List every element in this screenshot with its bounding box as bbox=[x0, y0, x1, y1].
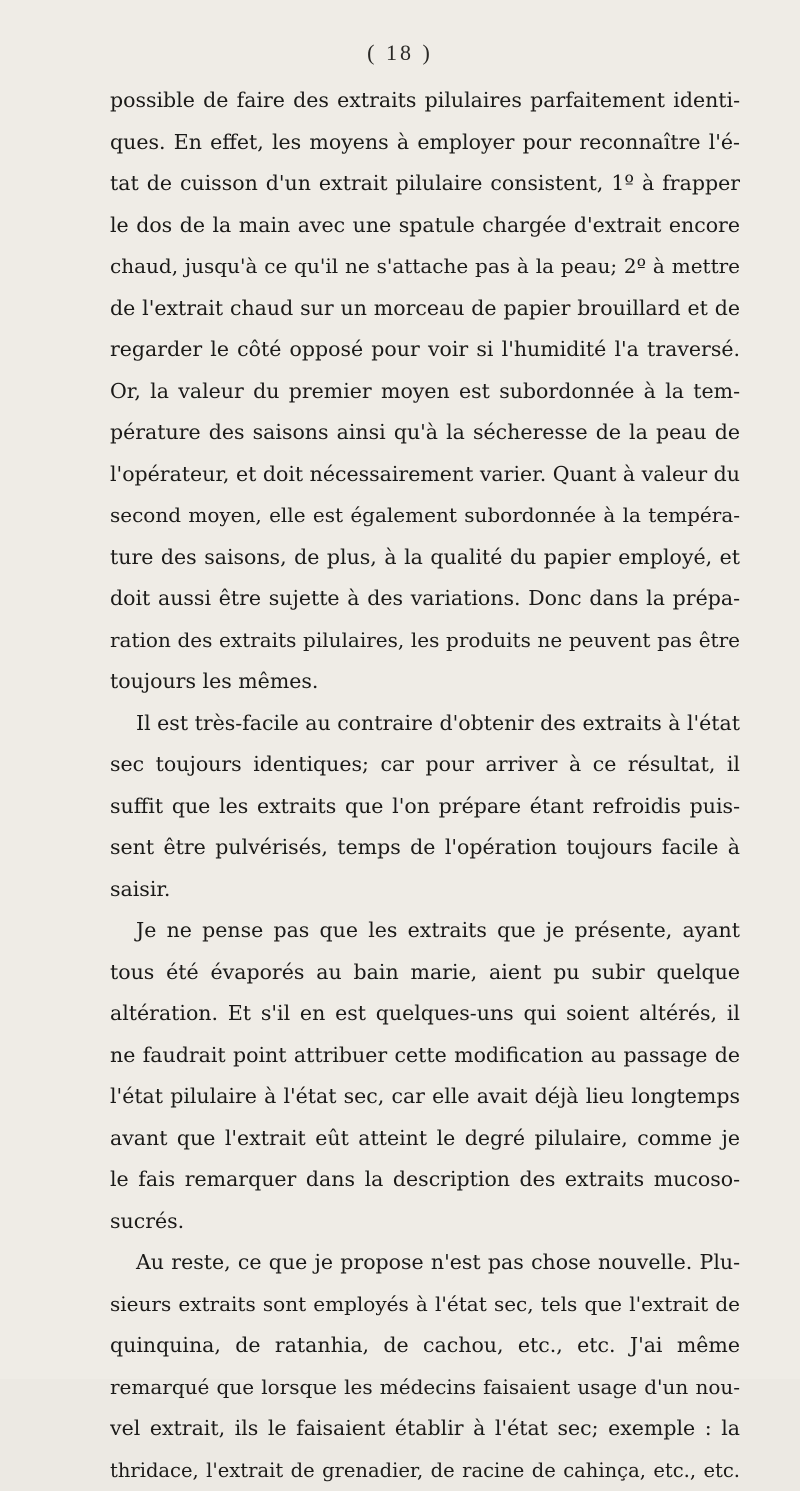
text-line: Il est très-facile au contraire d'obtenir des extraits à l'état bbox=[110, 703, 740, 745]
text-line: ques. En effet, les moyens à employer pour reconnaître l'é- bbox=[110, 122, 740, 164]
text-line: possible de faire des extraits pilulaires parfaitement identi- bbox=[110, 80, 740, 122]
text-line: suffit que les extraits que l'on prépare étant refroidis puis- bbox=[110, 786, 740, 828]
text-line: Au reste, ce que je propose n'est pas chose nouvelle. Plu- bbox=[110, 1242, 740, 1284]
text-line: sent être pulvérisés, temps de l'opération toujours facile à bbox=[110, 827, 740, 869]
text-line: sec toujours identiques; car pour arriver à ce résultat, il bbox=[110, 744, 740, 786]
body-text bbox=[110, 80, 740, 1491]
text-line: de l'extrait chaud sur un morceau de papier brouillard et de bbox=[110, 288, 740, 330]
text-line: doit aussi être sujette à des variations. Donc dans la prépa- bbox=[110, 578, 740, 620]
page-number: ( 18 ) bbox=[0, 40, 800, 66]
text-line: ture des saisons, de plus, à la qualité du papier employé, et bbox=[110, 537, 740, 579]
text-line: ration des extraits pilulaires, les produits ne peuvent pas être bbox=[110, 620, 740, 662]
text-line: toujours les mêmes. bbox=[110, 661, 740, 703]
text-line: second moyen, elle est également subordonnée à la tempéra- bbox=[110, 495, 740, 537]
text-line: tous été évaporés au bain marie, aient pu subir quelque bbox=[110, 952, 740, 994]
text-line: le dos de la main avec une spatule chargée d'extrait encore bbox=[110, 205, 740, 247]
text-line: vel extrait, ils le faisaient établir à l'état sec; exemple : la bbox=[110, 1408, 740, 1450]
text-line: ne faudrait point attribuer cette modification au passage de bbox=[110, 1035, 740, 1077]
text-line: saisir. bbox=[110, 869, 740, 911]
text-line: Je ne pense pas que les extraits que je présente, ayant bbox=[110, 910, 740, 952]
text-line: tat de cuisson d'un extrait pilulaire consistent, 1º à frapper bbox=[110, 163, 740, 205]
text-line: sucrés. bbox=[110, 1201, 740, 1243]
text-line: pérature des saisons ainsi qu'à la sécheresse de la peau de bbox=[110, 412, 740, 454]
text-line: quinquina, de ratanhia, de cachou, etc., etc. J'ai même bbox=[110, 1325, 740, 1367]
text-line: regarder le côté opposé pour voir si l'humidité l'a traversé. bbox=[110, 329, 740, 371]
text-line: chaud, jusqu'à ce qu'il ne s'attache pas à la peau; 2º à mettre bbox=[110, 246, 740, 288]
text-line: Or, la valeur du premier moyen est subordonnée à la tem- bbox=[110, 371, 740, 413]
text-line: remarqué que lorsque les médecins faisaient usage d'un nou- bbox=[110, 1367, 740, 1409]
text-line: le fais remarquer dans la description des extraits mucoso- bbox=[110, 1159, 740, 1201]
text-line: altération. Et s'il en est quelques-uns qui soient altérés, il bbox=[110, 993, 740, 1035]
text-line: avant que l'extrait eût atteint le degré pilulaire, comme je bbox=[110, 1118, 740, 1160]
text-line: l'état pilulaire à l'état sec, car elle avait déjà lieu longtemps bbox=[110, 1076, 740, 1118]
text-line: l'opérateur, et doit nécessairement varier. Quant à valeur du bbox=[110, 454, 740, 496]
text-line: sieurs extraits sont employés à l'état sec, tels que l'extrait de bbox=[110, 1284, 740, 1326]
text-line: thridace, l'extrait de grenadier, de racine de cahinça, etc., etc. bbox=[110, 1450, 740, 1491]
